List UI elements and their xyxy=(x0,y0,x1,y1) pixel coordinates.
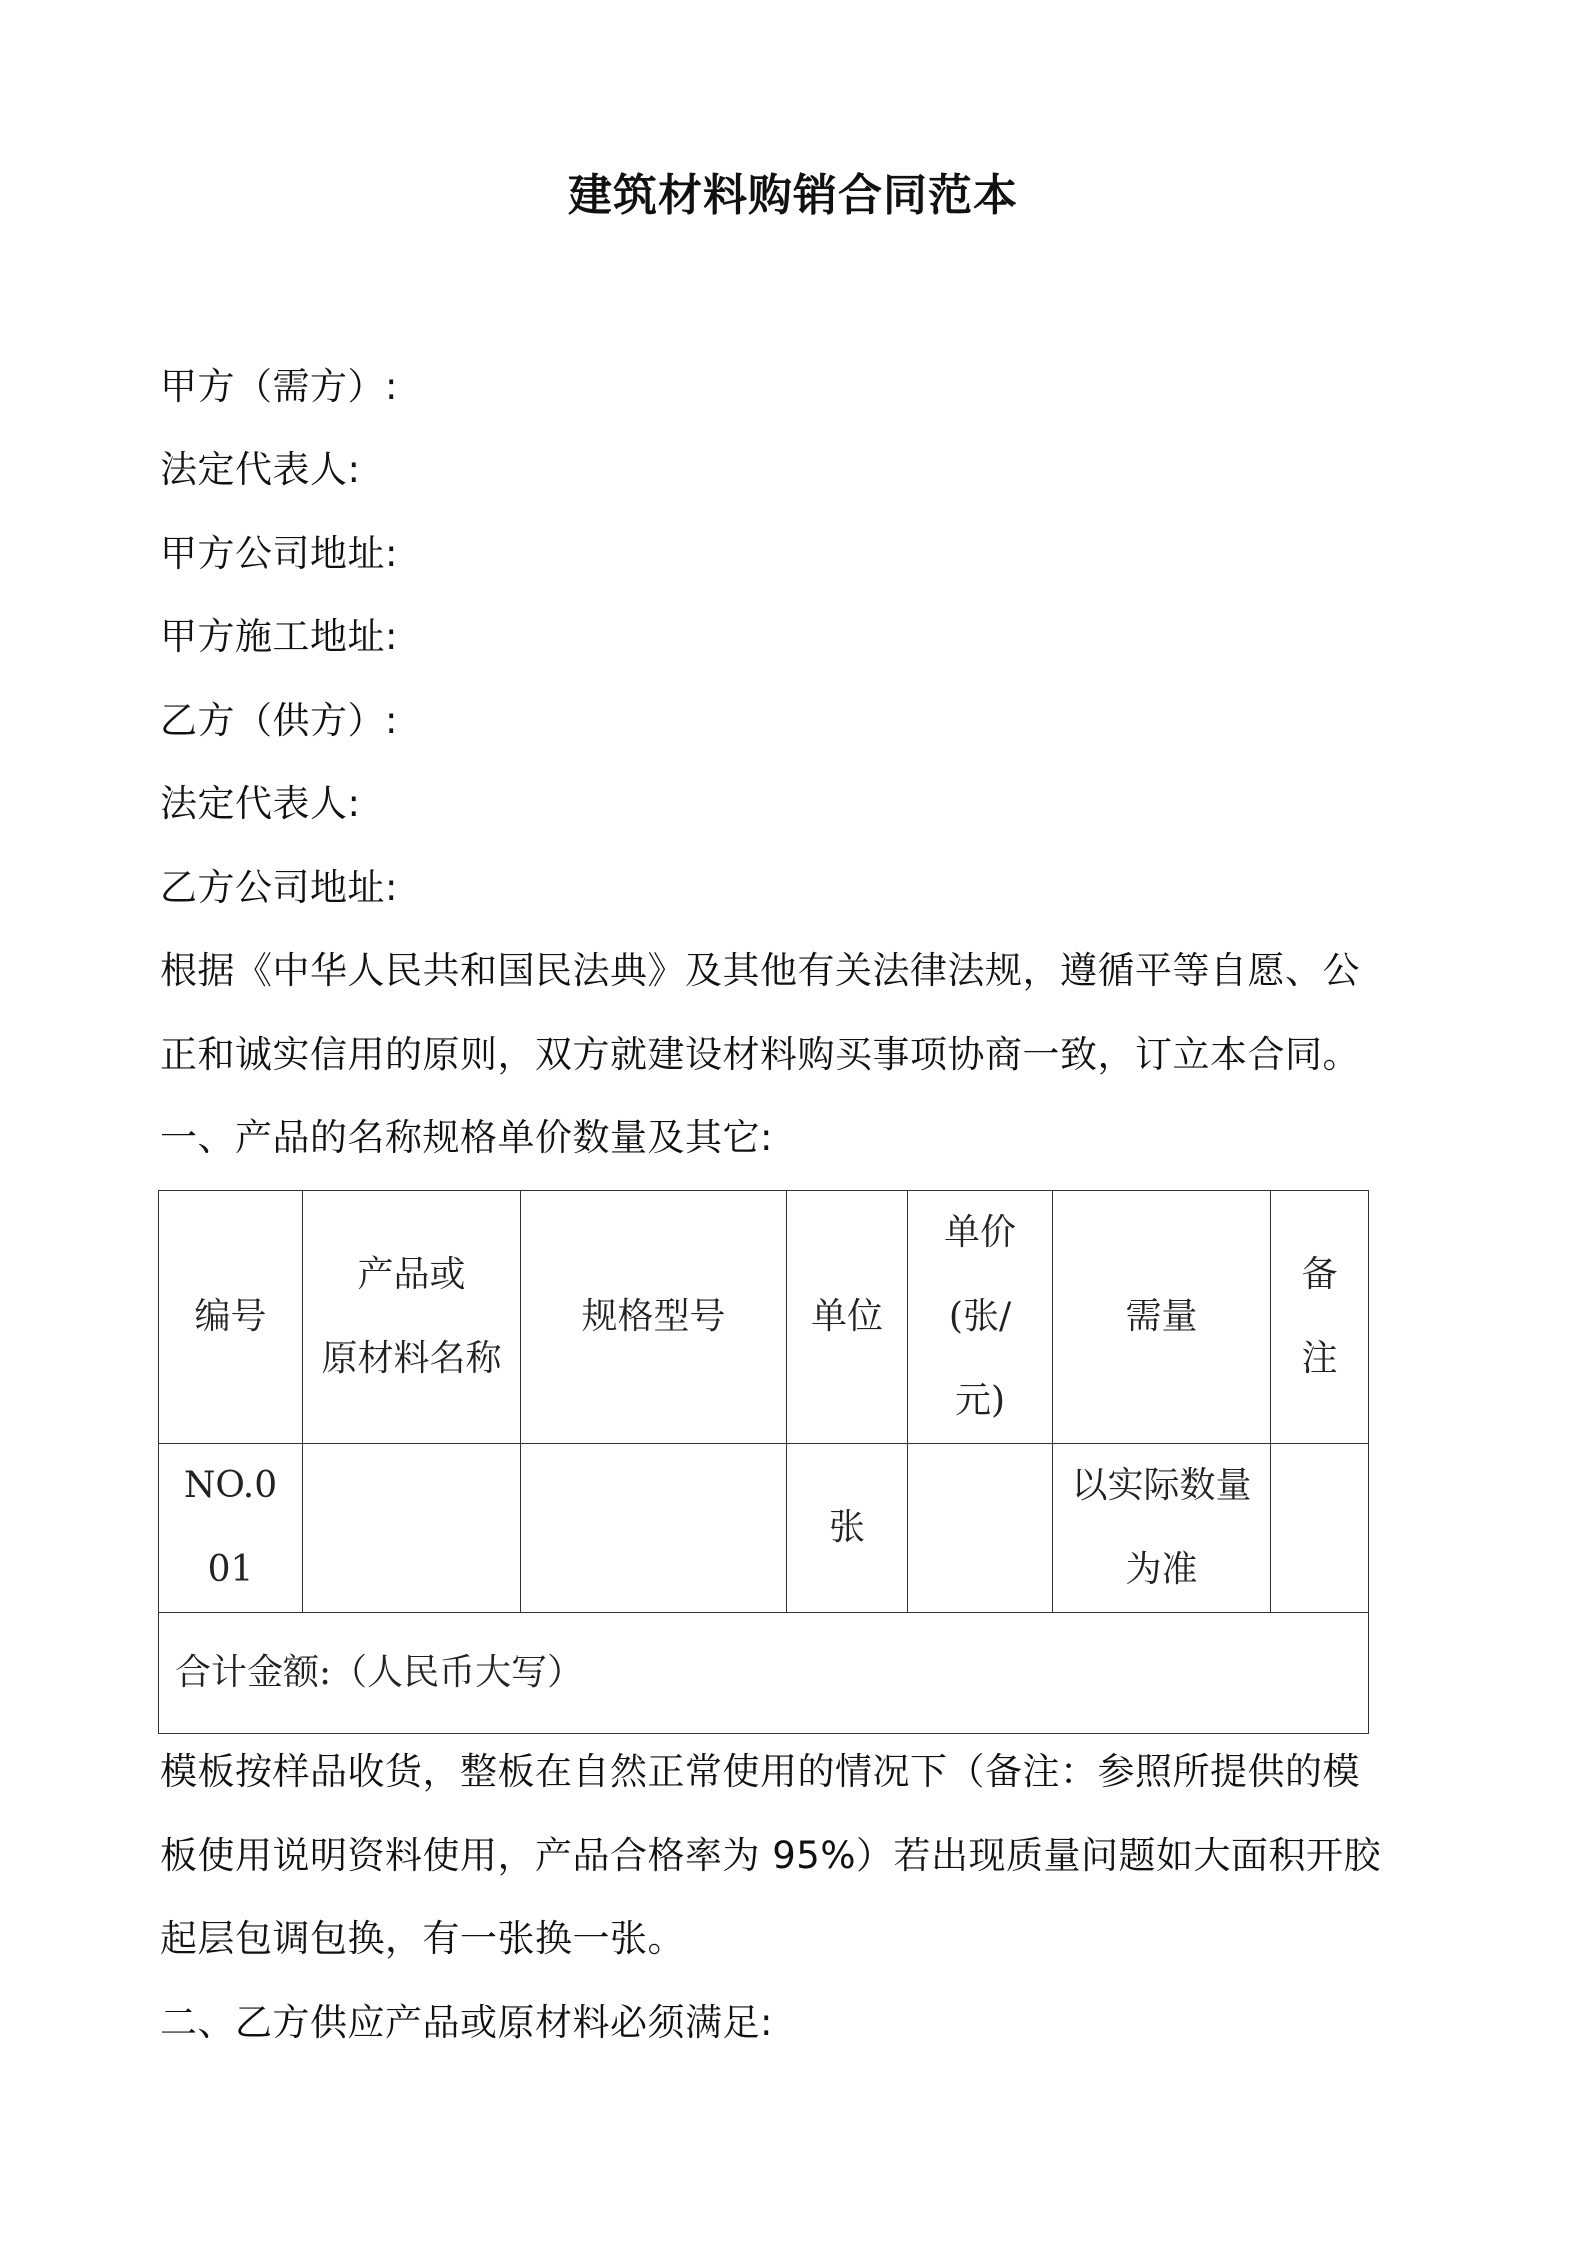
party-b-company-address-line: 乙方公司地址: xyxy=(160,866,398,909)
party-b-representative-line: 法定代表人: xyxy=(160,782,361,825)
party-a-site-address-line: 甲方施工地址: xyxy=(160,615,398,658)
cell-number: NO.001 xyxy=(159,1444,303,1613)
header-spec: 规格型号 xyxy=(521,1191,787,1444)
cell-remark xyxy=(1271,1444,1369,1613)
header-number: 编号 xyxy=(159,1191,303,1444)
header-product-name: 产品或 原材料名称 xyxy=(303,1191,521,1444)
intro-paragraph-line-2: 正和诚实信用的原则，双方就建设材料购买事项协商一致，订立本合同。 xyxy=(160,1033,1360,1076)
page-title: 建筑材料购销合同范本 xyxy=(568,170,1018,221)
header-remark: 备注 xyxy=(1271,1191,1369,1444)
header-quantity: 需量 xyxy=(1053,1191,1271,1444)
header-unit: 单位 xyxy=(787,1191,908,1444)
note-paragraph-line-2: 板使用说明资料使用，产品合格率为 95%）若出现质量问题如大面积开胶 xyxy=(160,1834,1381,1877)
cell-price xyxy=(908,1444,1053,1613)
party-b-line: 乙方（供方）: xyxy=(160,699,398,742)
table-row xyxy=(159,1444,1369,1613)
header-price: 单价(张/元) xyxy=(908,1191,1053,1444)
cell-unit: 张 xyxy=(787,1444,908,1613)
party-a-representative-line: 法定代表人: xyxy=(160,448,361,491)
cell-spec xyxy=(521,1444,787,1613)
note-paragraph-line-1: 模板按样品收货，整板在自然正常使用的情况下（备注：参照所提供的模 xyxy=(160,1750,1360,1793)
party-a-line: 甲方（需方）: xyxy=(160,365,398,408)
table-header-row xyxy=(159,1191,1369,1444)
cell-quantity: 以实际数量为准 xyxy=(1053,1444,1271,1613)
intro-paragraph-line-1: 根据《中华人民共和国民法典》及其他有关法律法规，遵循平等自愿、公 xyxy=(160,949,1360,992)
section-1-heading: 一、产品的名称规格单价数量及其它: xyxy=(160,1116,773,1159)
table-total-row xyxy=(159,1613,1369,1734)
note-paragraph-line-3: 起层包调包换，有一张换一张。 xyxy=(160,1917,685,1960)
product-table xyxy=(158,1190,1369,1734)
section-2-heading: 二、乙方供应产品或原材料必须满足: xyxy=(160,2001,773,2044)
party-a-company-address-line: 甲方公司地址: xyxy=(160,532,398,575)
total-amount-cell: 合计金额:（人民币大写） xyxy=(159,1613,1369,1734)
cell-product-name xyxy=(303,1444,521,1613)
